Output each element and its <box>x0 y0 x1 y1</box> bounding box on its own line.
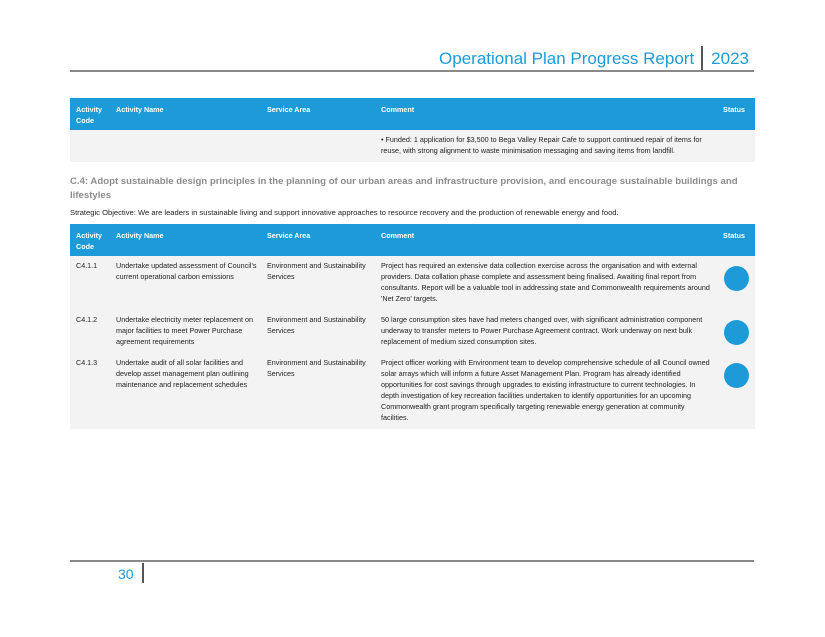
column-header-code: Activity Code <box>70 98 110 130</box>
cell-code: C4.1.1 <box>70 256 110 310</box>
cell-area: Environment and Sustainability Services <box>261 256 375 310</box>
report-title: Operational Plan Progress Report <box>439 49 695 68</box>
cell-area <box>261 130 375 162</box>
column-header-area: Service Area <box>261 224 375 256</box>
cell-code: C4.1.3 <box>70 353 110 429</box>
cell-area: Environment and Sustainability Services <box>261 310 375 353</box>
table-row <box>70 353 755 429</box>
section-heading: C.4: Adopt sustainable design principles in the planning of our urban areas and infrastructure provision, and encourage sustainable buildings and lifestyles <box>70 176 738 201</box>
status-indicator <box>724 320 749 345</box>
cell-name <box>110 130 261 162</box>
cell-name: Undertake electricity meter replacement on major facilities to meet Power Purchase agreement requirements <box>110 310 261 353</box>
column-header-name: Activity Name <box>110 224 261 256</box>
column-header-status: Status <box>715 98 755 130</box>
cell-status <box>715 310 755 353</box>
activity-table <box>70 224 755 429</box>
cell-comment: Project has required an extensive data collection exercise across the organisation and with external providers. Data collation phase complete and assessment being finalised. Awaiting final report from consultants. Report will be a valuable tool in addressing state and Commonwealth requirements around 'Net Zero' targets. <box>375 256 715 310</box>
cell-area: Environment and Sustainability Services <box>261 353 375 429</box>
cell-name: Undertake updated assessment of Council's current operational carbon emissions <box>110 256 261 310</box>
continued-activity-table <box>70 98 755 162</box>
footer-separator <box>142 563 144 583</box>
column-header-area: Service Area <box>261 98 375 130</box>
cell-status <box>715 353 755 429</box>
report-year: 2023 <box>711 49 749 68</box>
column-header-comment: Comment <box>375 98 715 130</box>
cell-code <box>70 130 110 162</box>
table-header-row <box>70 224 755 256</box>
table-row <box>70 130 755 162</box>
cell-code: C4.1.2 <box>70 310 110 353</box>
cell-comment: • Funded: 1 application for $3,500 to Bega Valley Repair Cafe to support continued repair of items for reuse, with strong alignment to waste minimisation messaging and saving items from landfill. <box>375 130 715 162</box>
cell-status <box>715 256 755 310</box>
strategic-objective: Strategic Objective: We are leaders in sustainable living and support innovative approaches to resource recovery and the production of renewable energy and food. <box>70 208 619 217</box>
table-header-row <box>70 98 755 130</box>
header-rule <box>70 70 754 72</box>
cell-comment: 50 large consumption sites have had meters changed over, with significant administration component underway to transfer meters to Power Purchase Agreement contract. Work underway on next bulk replacement of medium sized consumption sites. <box>375 310 715 353</box>
report-header <box>439 46 749 72</box>
cell-name: Undertake audit of all solar facilities and develop asset management plan outlining maintenance and replacement schedules <box>110 353 261 429</box>
footer-rule <box>70 560 754 562</box>
cell-status <box>715 130 755 162</box>
header-separator <box>701 46 703 72</box>
column-header-name: Activity Name <box>110 98 261 130</box>
status-indicator <box>724 266 749 291</box>
column-header-code: Activity Code <box>70 224 110 256</box>
column-header-status: Status <box>715 224 755 256</box>
cell-comment: Project officer working with Environment team to develop comprehensive schedule of all Council owned solar arrays which will inform a future Asset Management Plan. Program has already identified opportunities for cost savings through upgrades to existing infrastructure to current technologies. In depth investigation of key recreation facilities undertaken to identify opportunities for an upcoming Commonwealth grant program specifically targeting renewable energy generation at community facilities. <box>375 353 715 429</box>
table-row <box>70 310 755 353</box>
column-header-comment: Comment <box>375 224 715 256</box>
page-number: 30 <box>118 566 134 582</box>
table-row <box>70 256 755 310</box>
status-indicator <box>724 363 749 388</box>
